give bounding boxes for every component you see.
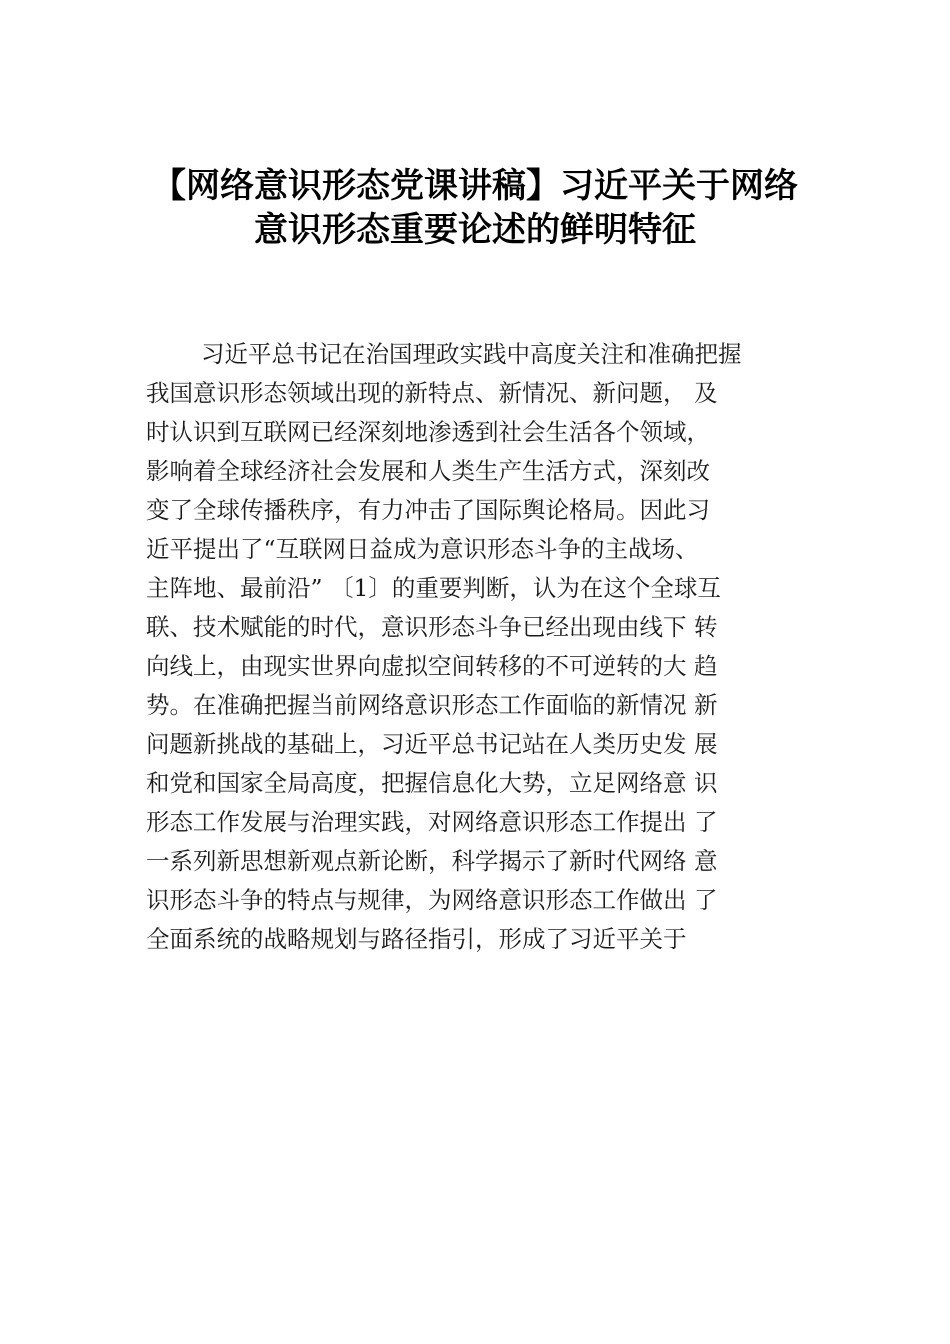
paragraph-line: 影响着全球经济社会发展和人类生产生活方式，深刻改 (146, 457, 710, 485)
document-title (0, 164, 950, 252)
paragraph-line: 我国意识形态领域出现的新特点、新情况、新问题， 及 (146, 379, 718, 407)
paragraph-line: 势。在准确把握当前网络意识形态工作面临的新情况 新 (146, 691, 718, 719)
paragraph-line: 时认识到互联网已经深刻地渗透到社会生活各个领域， (146, 418, 710, 446)
paragraph-line: 联、技术赋能的时代，意识形态斗争已经出现由线下 转 (146, 613, 718, 641)
paragraph-line: 全面系统的战略规划与路径指引，形成了习近平关于 (146, 925, 687, 953)
paragraph-line: 变了全球传播秩序，有力冲击了国际舆论格局。因此习 (146, 496, 710, 524)
title-line: 【网络意识形态党课讲稿】习近平关于网络 (152, 166, 798, 206)
title-line: 意识形态重要论述的鲜明特征 (254, 210, 696, 250)
body-paragraph (146, 335, 846, 959)
paragraph-line: 向线上，由现实世界向虚拟空间转移的不可逆转的大 趋 (146, 652, 718, 680)
paragraph-line: 识形态斗争的特点与规律，为网络意识形态工作做出 了 (146, 886, 718, 914)
paragraph-line: 一系列新思想新观点新论断，科学揭示了新时代网络 意 (146, 847, 718, 875)
paragraph-line: 和党和国家全局高度，把握信息化大势，立足网络意 识 (146, 769, 718, 797)
paragraph-line: 主阵地、最前沿” 〔1〕的重要判断，认为在这个全球互 (146, 574, 721, 602)
paragraph-line: 习近平总书记在治国理政实践中高度关注和准确把握 (201, 340, 742, 368)
paragraph-line: 近平提出了“互联网日益成为意识形态斗争的主战场、 (146, 535, 699, 563)
paragraph-line: 问题新挑战的基础上，习近平总书记站在人类历史发 展 (146, 730, 718, 758)
paragraph-line: 形态工作发展与治理实践，对网络意识形态工作提出 了 (146, 808, 718, 836)
